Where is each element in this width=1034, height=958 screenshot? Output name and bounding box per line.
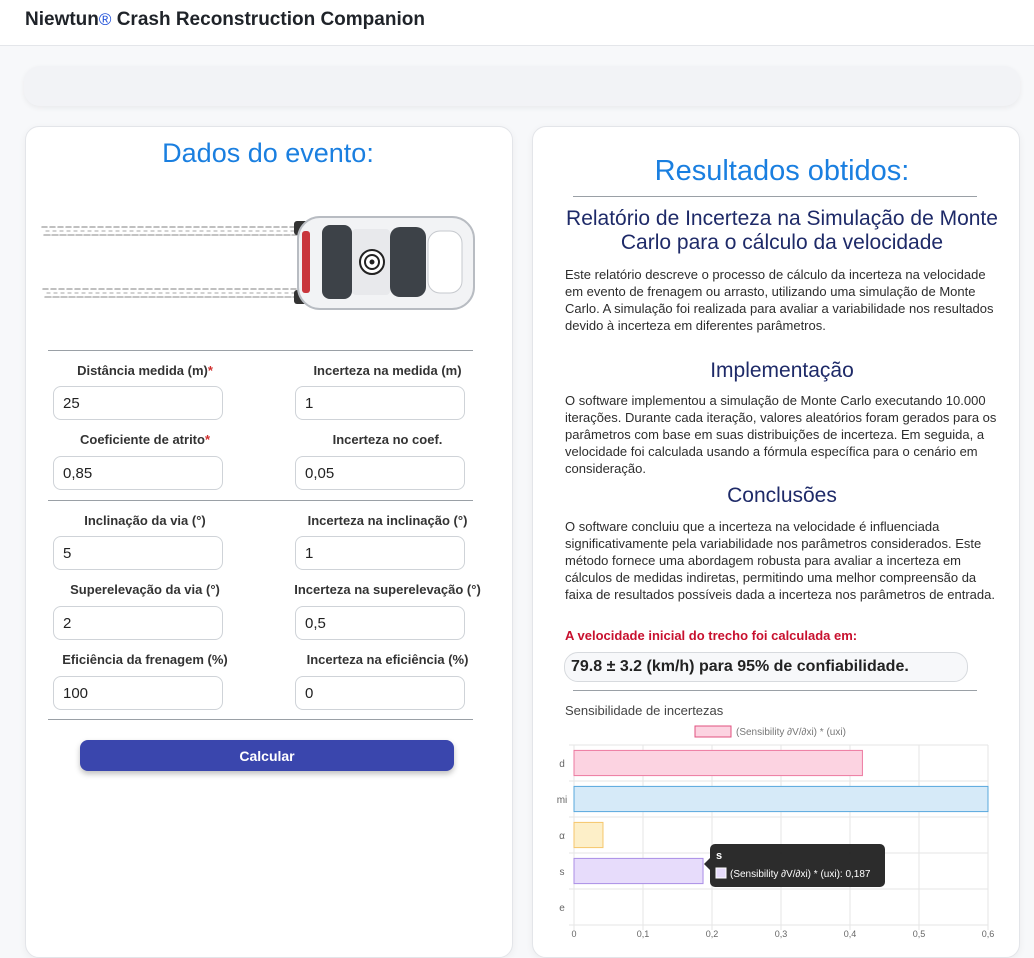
slope-label: Inclinação da via (°) <box>84 513 206 528</box>
slope-uncertainty-label: Incerteza na inclinação (°) <box>307 513 468 528</box>
divider <box>48 500 473 501</box>
calculate-button[interactable]: Calcular <box>80 740 454 771</box>
efficiency-uncertainty-label: Incerteza na eficiência (%) <box>306 652 469 667</box>
category-label: s <box>559 867 565 878</box>
distance-uncertainty-label: Incerteza na medida (m) <box>313 363 462 378</box>
bar-s[interactable] <box>574 858 703 883</box>
top-bar <box>0 0 1034 46</box>
tooltip-swatch <box>716 868 726 878</box>
sensitivity-chart <box>540 720 1010 942</box>
conclusions-text: O software concluiu que a incerteza na velocidade é influenciada significativamente pela variabilidade nos parâmetros considerados. Este método fornece uma abordagem robusta para avaliar a incerteza em cálculos de medidas indiretas, permitindo uma melhor compreensão da faixa de resultados possíveis dada a incerteza nos parâmetros de entrada. <box>565 519 995 602</box>
tooltip-label: (Sensibility ∂V/∂xi) * (uxi): 0,187 <box>730 869 871 880</box>
friction-uncertainty-label: Incerteza no coef. <box>332 432 443 447</box>
slope-uncertainty-input[interactable] <box>295 536 465 570</box>
divider <box>573 690 977 691</box>
report-intro: Este relatório descreve o processo de cálculo da incerteza na velocidade em evento de frenagem ou arrasto, utilizando uma simulação de Monte Carlo. A simulação foi realizada para avaliar a variabilidade nos resultados devido à incerteza em diferentes parâmetros. <box>565 267 994 333</box>
legend-swatch <box>695 726 731 737</box>
category-label: α <box>559 831 565 842</box>
registered-mark: ® <box>98 10 112 29</box>
x-tick-label: 0,4 <box>843 929 857 939</box>
app-title: Crash Reconstruction Companion <box>116 9 425 30</box>
x-tick-label: 0,5 <box>912 929 926 939</box>
velocity-alert: A velocidade inicial do trecho foi calculada em: <box>565 628 858 643</box>
implementation-heading: Implementação <box>710 359 854 382</box>
x-tick-label: 0,3 <box>774 929 788 939</box>
distance-uncertainty-input[interactable] <box>295 386 465 420</box>
braking-efficiency-input[interactable] <box>53 676 223 710</box>
bar-α[interactable] <box>574 822 603 847</box>
brand-name: Niewtun <box>25 9 99 30</box>
legend-label: (Sensibility ∂V/∂xi) * (uxi) <box>736 727 846 738</box>
bar-d[interactable] <box>574 750 862 775</box>
event-data-title: Dados do evento: <box>162 138 374 168</box>
results-title: Resultados obtidos: <box>654 155 910 187</box>
distance-input[interactable] <box>53 386 223 420</box>
conclusions-heading: Conclusões <box>727 484 837 507</box>
superelevation-uncertainty-label: Incerteza na superelevação (°) <box>294 582 481 597</box>
divider <box>48 719 473 720</box>
car-illustration <box>40 205 480 320</box>
superelevation-input[interactable] <box>53 606 223 640</box>
velocity-result: 79.8 ± 3.2 (km/h) para 95% de confiabilidade. <box>564 652 968 682</box>
x-tick-label: 0,1 <box>636 929 650 939</box>
friction-input[interactable] <box>53 456 223 490</box>
category-label: e <box>559 903 565 914</box>
category-label: d <box>559 759 565 770</box>
category-labels <box>557 759 568 914</box>
superelevation-label: Superelevação da via (°) <box>70 582 220 597</box>
chart-legend[interactable] <box>695 726 846 738</box>
top-strip <box>24 66 1020 106</box>
efficiency-uncertainty-input[interactable] <box>295 676 465 710</box>
target-icon <box>360 250 384 274</box>
bar-mi[interactable] <box>574 786 988 811</box>
category-label: mi <box>556 795 568 806</box>
braking-efficiency-label: Eficiência da frenagem (%) <box>62 652 228 667</box>
friction-label: Coeficiente de atrito* <box>79 432 211 447</box>
chart-tooltip <box>704 844 885 887</box>
skid-marks <box>42 227 310 297</box>
friction-uncertainty-input[interactable] <box>295 456 465 490</box>
x-tick-label: 0,2 <box>705 929 719 939</box>
slope-input[interactable] <box>53 536 223 570</box>
divider <box>573 196 977 197</box>
chart-title: Sensibilidade de incertezas <box>565 703 724 718</box>
divider <box>48 350 473 351</box>
implementation-text: O software implementou a simulação de Monte Carlo executando 10.000 iterações. Durante cada iteração, valores aleatórios foram gerados para os parâmetros com base em suas distribuições de incerteza. Em seguida, a velocidade foi calculada usando a fórmula específica para o cenário em consideração. <box>565 393 997 476</box>
tooltip-title: s <box>716 850 723 862</box>
superelevation-uncertainty-input[interactable] <box>295 606 465 640</box>
x-tick-label: 0 <box>571 929 577 939</box>
distance-label: Distância medida (m)* <box>77 363 213 378</box>
x-tick-labels <box>571 929 994 939</box>
app-brand[interactable] <box>25 9 425 31</box>
x-tick-label: 0,6 <box>981 929 995 939</box>
report-title: Relatório de Incerteza na Simulação de Monte Carlo para o cálculo da velocidade <box>566 207 998 254</box>
